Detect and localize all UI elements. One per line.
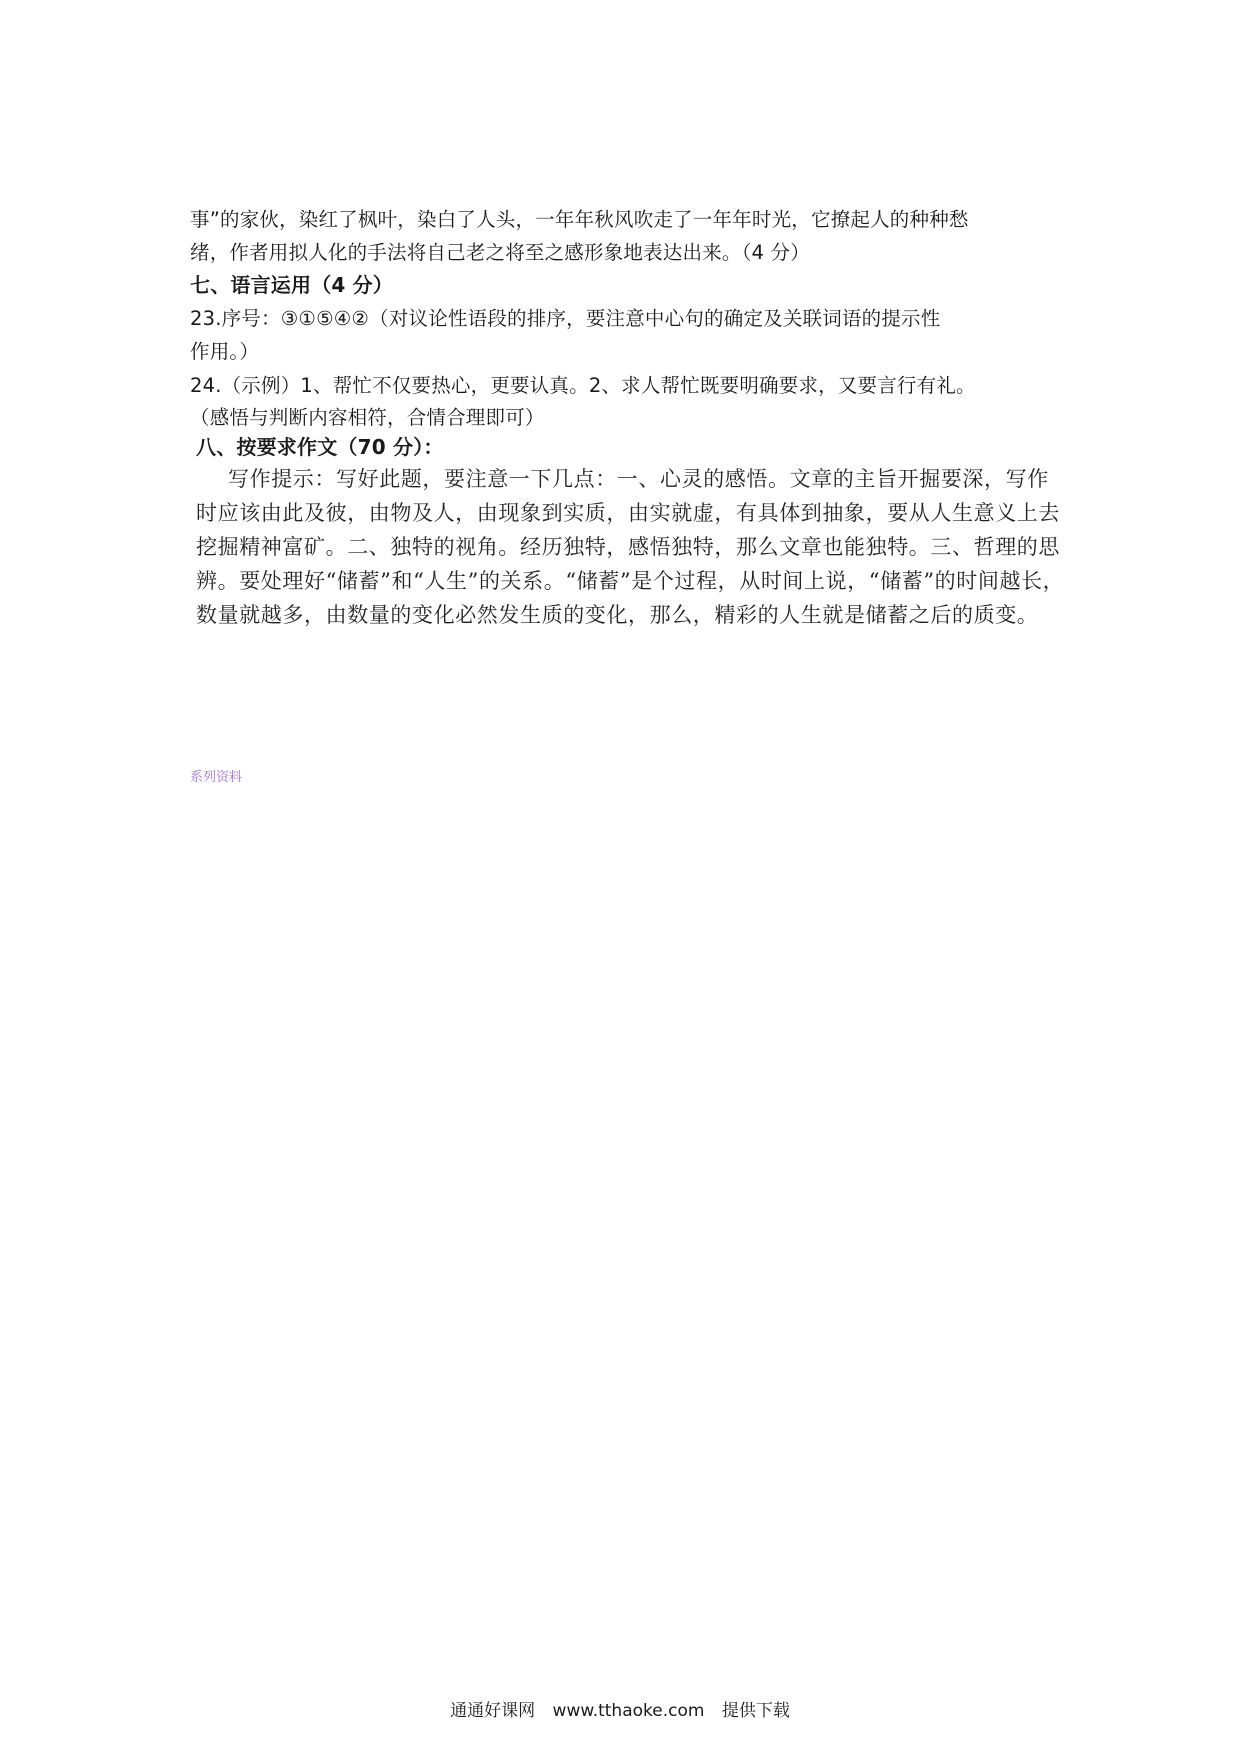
essay-tip-line: 数量就越多，由数量的变化必然发生质的变化，那么，精彩的人生就是储蓄之后的质变。 [196,603,1039,627]
answer-q23-cont: 作用。） [190,340,260,363]
essay-tip-line: 挖掘精神富矿。二、独特的视角。经历独特，感悟独特，那么文章也能独特。三、哲理的思 [196,535,1060,559]
essay-tip-line: 时应该由此及彼，由物及人，由现象到实质，由实就虚，有具体到抽象，要从人生意义上去 [196,501,1060,525]
footer-url[interactable]: www.tthaoke.com [552,1701,705,1721]
essay-tip-line: 写作提示：写好此题，要注意一下几点：一、心灵的感悟。文章的主旨开掘要深，写作 [228,467,1049,491]
answer-text-line: 绪，作者用拟人化的手法将自己老之将至之感形象地表达出来。（4 分） [190,241,810,264]
answer-q23: 23.序号：③①⑤④②（对议论性语段的排序，要注意中心句的确定及关联词语的提示性 [190,307,941,330]
answer-text-line: 事”的家伙，染红了枫叶，染白了人头，一年年秋风吹走了一年年时光，它撩起人的种种愁 [190,208,969,231]
page-footer [0,1696,1240,1721]
section-heading-language-use: 七、语言运用（4 分） [190,273,394,297]
footer-site-name: 通通好课网 [450,1701,536,1721]
essay-tip-line: 辨。要处理好“储蓄”和“人生”的关系。“储蓄”是个过程，从时间上说，“储蓄”的时间越长， [196,569,1065,593]
answer-q24-cont: （感悟与判断内容相符，合情合理即可） [190,406,545,429]
answer-q24: 24.（示例）1、帮忙不仅要热心，更要认真。2、求人帮忙既要明确要求，又要言行有礼。 [190,374,976,397]
section-heading-essay: 八、按要求作文（70 分）： [196,435,444,459]
series-materials-link[interactable]: 系列资料 [190,770,243,785]
footer-tail: 提供下载 [721,1701,790,1721]
